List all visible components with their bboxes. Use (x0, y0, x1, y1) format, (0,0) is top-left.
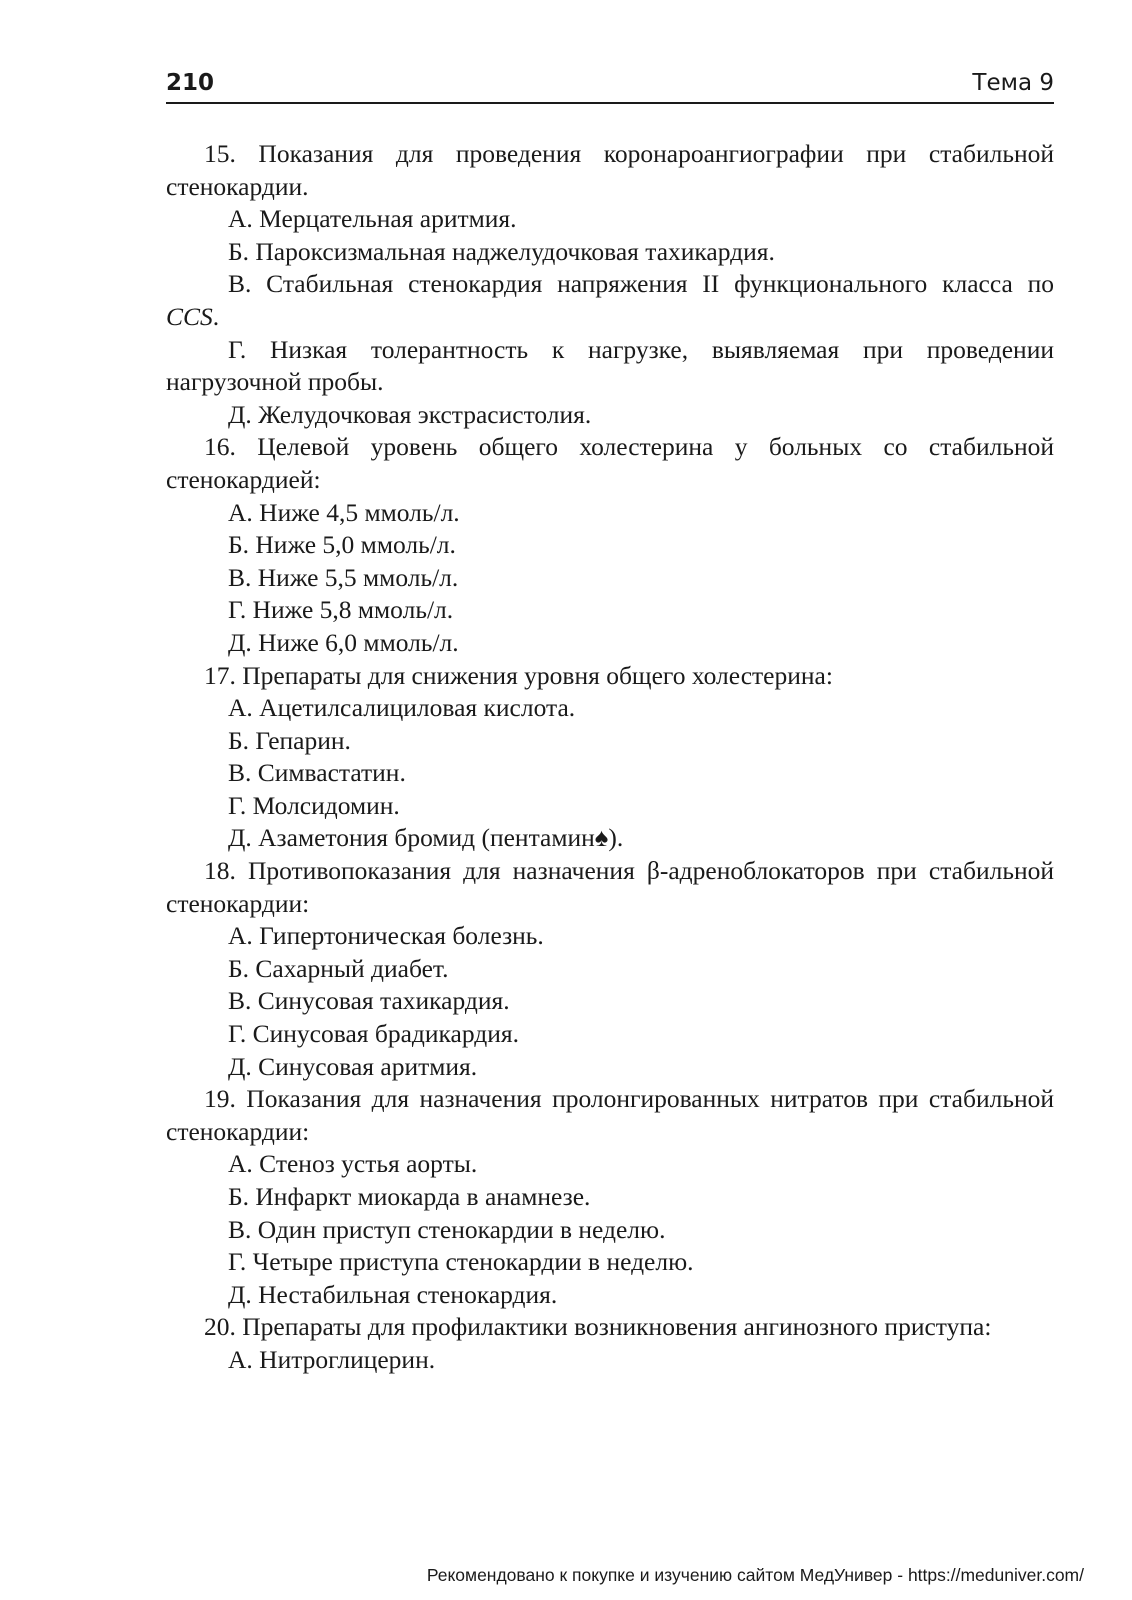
option-20-a: А. Нитроглицерин. (228, 1344, 436, 1374)
option-17-c: В. Симвастатин. (228, 758, 406, 788)
option-17-a: А. Ацетилсалициловая кислота. (228, 693, 576, 723)
option-18-b: Б. Сахарный диабет. (228, 953, 449, 983)
option-15-b: Б. Пароксизмальная наджелудочковая тахикардия. (228, 236, 775, 266)
question-17: 17. Препараты для снижения уровня общего холестерина: (204, 660, 833, 690)
option-15-c-abbr: CCS (166, 301, 213, 331)
option-16-d: Г. Ниже 5,8 ммоль/л. (228, 595, 454, 625)
option-15-a: А. Мерцательная аритмия. (228, 204, 517, 234)
option-19-a: А. Стеноз устья аорты. (228, 1149, 478, 1179)
option-19-b: Б. Инфаркт миокарда в анамнезе. (228, 1182, 591, 1211)
question-18: 18. Противопоказания для назначения β-адреноблокаторов при стабильной стенокардии: (166, 856, 1054, 918)
option-15-e: Д. Желудочковая экстрасистолия. (228, 399, 592, 429)
option-15-c-end: . (212, 301, 220, 331)
option-17-e: Д. Азаметония бромид (пентамин♠). (228, 823, 624, 853)
question-15: 15. Показания для проведения коронароангиографии при стабильной стенокардии. (166, 139, 1054, 201)
option-18-a: А. Гипертоническая болезнь. (228, 921, 544, 951)
option-16-a: А. Ниже 4,5 ммоль/л. (228, 497, 460, 527)
page-number: 210 (166, 70, 215, 96)
footer-recommendation: Рекомендовано к покупке и изучению сайтом МедУнивер - https://meduniver.com/ (426, 1565, 1084, 1585)
running-head: Тема 9 (972, 70, 1054, 96)
option-17-d: Г. Молсидомин. (228, 790, 400, 820)
page-header (166, 68, 1054, 104)
question-16: 16. Целевой уровень общего холестерина у больных со стабильной стенокардией: (166, 432, 1054, 494)
option-15-c (166, 268, 1054, 333)
question-20: 20. Препараты для профилактики возникновения ангинозного приступа: (204, 1312, 992, 1342)
option-18-e: Д. Синусовая аритмия. (228, 1051, 478, 1081)
option-19-c: В. Один приступ стенокардии в неделю. (228, 1214, 666, 1244)
question-19: 19. Показания для назначения пролонгированных нитратов при стабильной стенокардии: (166, 1084, 1054, 1146)
option-18-d: Г. Синусовая брадикардия. (228, 1019, 519, 1049)
option-16-b: Б. Ниже 5,0 ммоль/л. (228, 530, 456, 560)
option-15-d: Г. Низкая толерантность к нагрузке, выявляемая при проведении нагрузочной пробы. (166, 334, 1054, 397)
option-16-c: В. Ниже 5,5 ммоль/л. (228, 562, 459, 592)
option-17-b: Б. Гепарин. (228, 725, 351, 755)
page-body (166, 138, 1054, 1377)
option-18-c: В. Синусовая тахикардия. (228, 986, 510, 1016)
option-15-c-text: В. Стабильная стенокардия напряжения II функционального класса по (228, 269, 1054, 299)
option-19-d: Г. Четыре приступа стенокардии в неделю. (228, 1247, 694, 1277)
option-19-e: Д. Нестабильная стенокардия. (228, 1279, 558, 1309)
option-16-e: Д. Ниже 6,0 ммоль/л. (228, 627, 459, 657)
